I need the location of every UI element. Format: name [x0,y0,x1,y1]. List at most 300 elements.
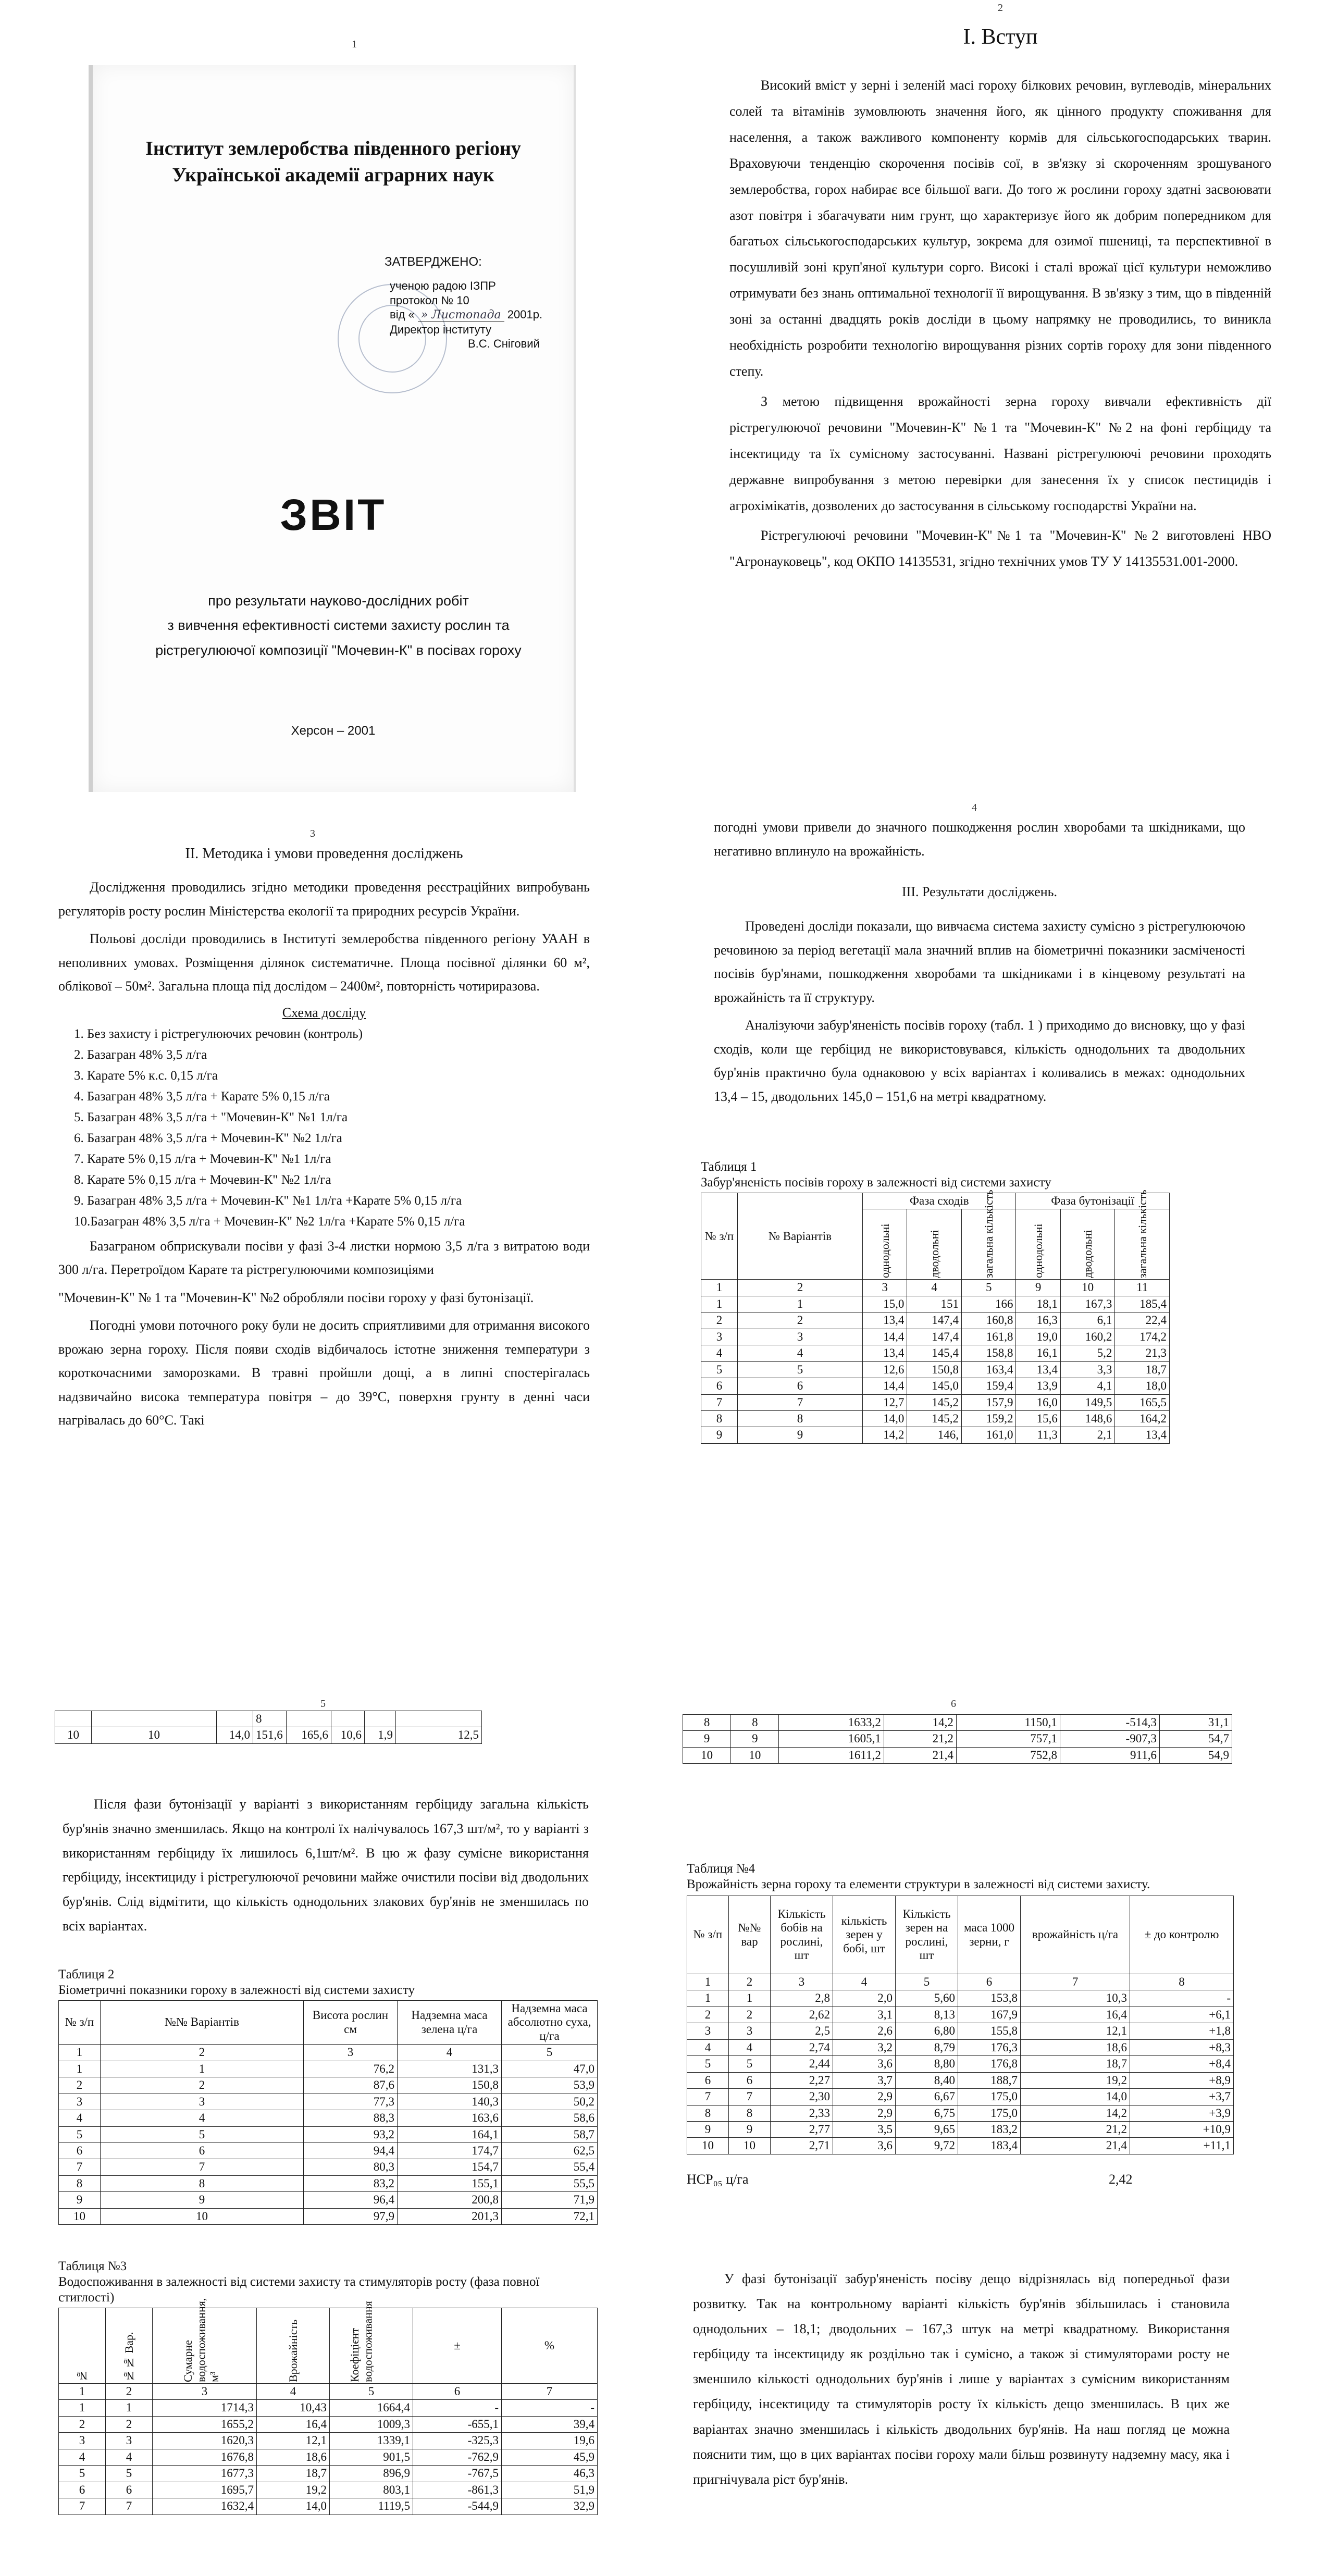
column-number-cell: 4 [907,1280,962,1296]
table-cell: 2,44 [771,2056,833,2072]
table-cell: 8,80 [896,2056,958,2072]
table4-title: Врожайність зерна гороху та елементи структури в залежності від системи захисту. [687,1877,1150,1891]
table-cell: 3,5 [833,2121,896,2137]
table-cell: 6 [687,2072,729,2088]
column-number-cell: 5 [961,1280,1016,1296]
table2-header: Висота рослин см [304,2001,398,2045]
table-cell: 19,2 [257,2482,330,2498]
table1-cont-cell: 10 [92,1727,217,1743]
table-cell: 8 [687,2105,729,2121]
table-cell: 9 [687,2121,729,2137]
table4-header: маса 1000 зерни, г [958,1896,1021,1974]
table-row [701,1361,1170,1378]
table-cell: 5 [106,2466,153,2482]
column-number-cell: 5 [502,2045,598,2061]
table-cell: 9 [729,2121,771,2137]
table2-block [58,1967,598,2264]
table-cell: 72,1 [502,2208,598,2224]
column-number-row [687,1974,1234,1990]
table-cell: 5 [687,2056,729,2072]
column-number-cell: 5 [896,1974,958,1990]
table-cell: 175,0 [958,2105,1021,2121]
table-cell: 153,8 [958,1990,1021,2007]
table-row [687,1990,1234,2007]
table-cell: 2,6 [833,2023,896,2039]
column-number-cell: 7 [1021,1974,1130,1990]
approved-label: ЗАТВЕРДЖЕНО: [385,255,482,269]
table-cell: 88,3 [304,2110,398,2126]
table-cell: 76,2 [304,2061,398,2077]
table-cell: 155,8 [958,2023,1021,2039]
table-cell: 174,7 [398,2142,502,2159]
table-cell: 21,2 [1021,2121,1130,2137]
table-cell: 2 [59,2077,101,2094]
table-cell: 10 [731,1747,779,1763]
table-cell: 1605,1 [779,1731,884,1747]
table-row [59,2208,598,2224]
table1-header-variant: № Варіантів [738,1193,863,1280]
table1-subheader: однодольні [878,1223,891,1279]
approval-year: 2001р. [507,308,543,321]
table-cell: 2 [687,2007,729,2023]
table-cell: 2,9 [833,2105,896,2121]
table1-cont-cell: 10,6 [331,1727,365,1743]
table-cell: 45,9 [502,2449,598,2465]
table3 [58,2298,598,2515]
table3-cont [683,1714,1232,1764]
table-cell: 1 [106,2400,153,2416]
column-number-cell: 4 [257,2384,330,2400]
table-cell: 55,5 [502,2175,598,2191]
table-cell: -767,5 [413,2466,502,2482]
table-cell: 1695,7 [153,2482,257,2498]
column-number-cell: 3 [863,1280,907,1296]
approval-block [390,279,542,351]
table-cell: 6 [59,2482,106,2498]
table-cell: 155,1 [398,2175,502,2191]
table3-header: Коефіцієнт водоспоживання [348,2301,374,2382]
table-cell: 6 [59,2142,101,2159]
table-row [59,2416,598,2432]
table-cell: 18,0 [1115,1378,1170,1394]
table-cell: 166 [961,1296,1016,1312]
table-cell: -514,3 [1060,1715,1159,1731]
table-cell: 1655,2 [153,2416,257,2432]
table-cell: 5,2 [1060,1345,1115,1361]
scheme-item: 4. Базагран 48% 3,5 л/га + Карате 5% 0,15 л/га [74,1089,330,1104]
after-budding-paragraph: Після фази бутонізації у варіанті з використанням гербіциду загальна кількість бур'янів значно зменшилась. Якщо на контролі їх налічувалось 167,3 шт/м², то у варіанті з використанням гербіциду їх лишилось 6,1шт/м². В цю ж фазу сумісне використання гербіциду, інсектициду і рістрегулюючої речовини майже очистили посіви від дводольних бур'янів. Слід відмітити, що кількість однодольних злакових бур'янів не зменшилась по всіх варіантах. [63,1797,589,1934]
table-cell: 3,2 [833,2039,896,2055]
table1-cont-cell: 1,9 [365,1727,396,1743]
table3-header: ± [413,2308,502,2384]
methods-heading: ІІ. Методика і умови проведення досліджень [185,846,463,862]
table-cell: 12,1 [257,2433,330,2449]
table1-cont-cell: 8 [253,1711,287,1727]
table-cell: 50,2 [502,2094,598,2110]
table-cell: 8,13 [896,2007,958,2023]
table-row [59,2061,598,2077]
table-row [701,1410,1170,1427]
table-row [687,2138,1234,2154]
table-cell: 12,7 [863,1394,907,1410]
intro-heading: І. Вступ [963,25,1038,49]
table2-header: № з/п [59,2001,101,2045]
table-cell: 15,0 [863,1296,907,1312]
scheme-item: 2. Базагран 48% 3,5 л/га [74,1047,207,1062]
table2-label: Таблиця 2 [58,1967,115,1981]
table-cell: -861,3 [413,2482,502,2498]
results-paragraph-2: Аналізуючи забур'яненість посівів гороху (табл. 1 ) приходимо до висновку, що у фазі сходів, коли ще гербіцид не використовувався, кількість однодольних та дводольних бур'янів практично була однаковою у всіх варіантах і коливались в межах: однодольних 13,4 – 15, дводольних 145,0 – 151,6 на метрі квадратному. [714,1018,1245,1104]
table-cell: 58,6 [502,2110,598,2126]
scheme-item: 9. Базагран 48% 3,5 л/га + Мочевин-К" №1 1л/га +Карате 5% 0,15 л/га [74,1193,462,1208]
results-continuation: погодні умови привели до значного пошкодження рослин хворобами та шкідниками, що негативно вплинуло на врожайність. [714,820,1245,859]
table-cell: 53,9 [502,2077,598,2094]
table-cell: 150,8 [907,1361,962,1378]
table-cell: 2,0 [833,1990,896,2007]
table-cell: 18,1 [1016,1296,1060,1312]
table1-cont-cell [396,1711,482,1727]
table-cell: 145,2 [907,1410,962,1427]
table-cell: 1009,3 [330,2416,413,2432]
column-number-cell: 10 [1060,1280,1115,1296]
table-cell: 4,1 [1060,1378,1115,1394]
table1-cont-cell [287,1711,331,1727]
table-row [687,2023,1234,2039]
table-cell: 62,5 [502,2142,598,2159]
table3-header: Сумарне водоспоживання, м³ [181,2298,221,2382]
table-cell: 93,2 [304,2126,398,2142]
table-cell: 163,4 [961,1361,1016,1378]
table-cell: 9 [59,2192,101,2208]
table-cell: 7 [106,2498,153,2515]
table-cell: 3,1 [833,2007,896,2023]
table1-subheader: дводольні [927,1230,941,1279]
column-number-cell: 2 [729,1974,771,1990]
table-cell: 97,9 [304,2208,398,2224]
table-cell: 1664,4 [330,2400,413,2416]
table4-header: ± до контролю [1130,1896,1234,1974]
table-cell: 7 [59,2159,101,2175]
table-row [59,2482,598,2498]
table-cell: 164,1 [398,2126,502,2142]
table-cell: 1714,3 [153,2400,257,2416]
table-cell: 5,60 [896,1990,958,2007]
approval-date-prefix: від « [390,308,415,321]
column-number-cell: 3 [771,1974,833,1990]
table-cell: 13,9 [1016,1378,1060,1394]
table-cell: 10 [683,1747,731,1763]
table-cell: 15,6 [1016,1410,1060,1427]
table3-body [59,2384,598,2515]
report-title: ЗВІТ [280,490,387,539]
table-cell: 1 [59,2061,101,2077]
table-row [701,1394,1170,1410]
table3-header: №№ Вар. [122,2332,135,2382]
table-row [683,1731,1232,1747]
methods-paragraph-3: Базаграном обприскували посіви у фазі 3-4 листки нормою 3,5 л/га з витратою води 300 л/га. Перетроїдом Карате та рістрегулюючими композиціями [58,1238,590,1277]
table-cell: 46,3 [502,2466,598,2482]
table-row [701,1312,1170,1329]
scheme-item: 8. Карате 5% 0,15 л/га + Мочевин-К" №2 1л/га [74,1172,331,1187]
table1-cont-cell [92,1711,217,1727]
column-number-cell: 5 [330,2384,413,2400]
intro-paragraph-3: Рістрегулюючі речовини "Мочевин-К"№1 та "Мочевин-К" №2 виготовлені НВО "Агронауковець", код ОКПО 14135531, згідно технічних умов ТУ У 14135531.001-2000. [729,528,1271,569]
institute-name-line1: Інститут землеробства південного регіону [145,138,521,159]
table4-label: Таблиця №4 [687,1862,755,1876]
table-cell: 159,4 [961,1378,1016,1394]
table-cell: 1119,5 [330,2498,413,2515]
table1-block [701,1159,1170,1592]
table1-header-phase2: Фаза бутонізації [1016,1193,1170,1209]
table-cell: 1677,3 [153,2466,257,2482]
table-cell: 21,4 [884,1747,956,1763]
table-cell: 176,3 [958,2039,1021,2055]
table-row [59,2126,598,2142]
table-cell: +10,9 [1130,2121,1234,2137]
table-cell: 9 [738,1427,863,1443]
results-paragraph-1: Проведені досліди показали, що вивчаєма система захисту сумісно з рістрегулюючою речовиною за період вегетації мала значний вплив на біометричні показники засміченості посівів бур'янами, пошкодження хворобами та шкідниками і в кінцевому результаті на врожайність та її структуру. [714,919,1245,1005]
table-cell: 58,7 [502,2126,598,2142]
table-cell: 1150,1 [956,1715,1060,1731]
table1-subheader: загальна кількість [1135,1190,1149,1279]
table-cell: 188,7 [958,2072,1021,2088]
table-cell: 16,1 [1016,1345,1060,1361]
table-cell: 3 [687,2023,729,2039]
table-cell: 32,9 [502,2498,598,2515]
table4-header: № з/п [687,1896,729,1974]
table-cell: 167,3 [1060,1296,1115,1312]
report-subtitle-line2: з вивчення ефективності системи захисту рослин та [167,617,510,634]
table-cell: 4 [101,2110,304,2126]
table-cell: 911,6 [1060,1747,1159,1763]
table-row [687,2056,1234,2072]
table-cell: 39,4 [502,2416,598,2432]
table-cell: 54,9 [1159,1747,1232,1763]
table-cell: 1 [687,1990,729,2007]
table-row [683,1715,1232,1731]
table-cell: 7 [687,2089,729,2105]
table-cell: 8 [59,2175,101,2191]
table-cell: +3,9 [1130,2105,1234,2121]
table3-continuation [683,1714,1232,1777]
table-row [59,2110,598,2126]
table-cell: 47,0 [502,2061,598,2077]
table-cell: 4 [701,1345,738,1361]
lsd-value: 2,42 [1109,2171,1133,2187]
table-cell: 13,4 [1016,1361,1060,1378]
table-cell: 147,4 [907,1329,962,1345]
table-cell: +6,1 [1130,2007,1234,2023]
table-cell: 160,2 [1060,1329,1115,1345]
table-cell: 16,4 [257,2416,330,2432]
table-cell: 3 [101,2094,304,2110]
table-cell: 5 [738,1361,863,1378]
table-cell: 131,3 [398,2061,502,2077]
table-cell: 16,0 [1016,1394,1060,1410]
table-cell: 1 [59,2400,106,2416]
column-number-cell: 1 [59,2045,101,2061]
intro-section [729,21,1271,698]
table-cell: 9,72 [896,2138,958,2154]
table-cell: 4 [738,1345,863,1361]
table1-subheader: дводольні [1081,1230,1094,1279]
table-cell: 12,6 [863,1361,907,1378]
table-cell: 803,1 [330,2482,413,2498]
table-cell: 21,3 [1115,1345,1170,1361]
table-cell: 1 [729,1990,771,2007]
table-cell: 80,3 [304,2159,398,2175]
column-number-cell: 4 [833,1974,896,1990]
table-row [59,2159,598,2175]
table-cell: 165,5 [1115,1394,1170,1410]
scheme-title: Схема досліду [282,1005,366,1020]
table-cell: 3 [59,2433,106,2449]
table-cell: 2,71 [771,2138,833,2154]
table-cell: 3,6 [833,2056,896,2072]
table-cell: 1676,8 [153,2449,257,2465]
table-cell: 2,5 [771,2023,833,2039]
methods-paragraph-4: "Мочевин-К" № 1 та "Мочевин-К" №2 обробляли посіви гороху у фазі бутонізації. [58,1290,534,1305]
report-subtitle-line3: рістрегулюючої композиції "Мочевин-К" в посівах гороху [155,642,522,658]
table-cell: 19,2 [1021,2072,1130,2088]
table-cell: 159,2 [961,1410,1016,1427]
table-cell: 201,3 [398,2208,502,2224]
table-cell: 7 [101,2159,304,2175]
table-cell: +8,4 [1130,2056,1234,2072]
table-cell: 901,5 [330,2449,413,2465]
table-cell: 163,6 [398,2110,502,2126]
table1-continuation [55,1711,482,1752]
table-cell: 14,2 [863,1427,907,1443]
table-cell: 22,4 [1115,1312,1170,1329]
table-row [59,2400,598,2416]
table-row [687,2105,1234,2121]
intro-paragraph-2: З метою підвищення врожайності зерна гороху вивчали ефективність дії рістрегулюючої речовини "Мочевин-К" №1 та "Мочевин-К" №2 на фоні гербіциду та інсектициду та їх сумісному застосуванні. Названі рістрегулюючі речовини проходять державне випробування з метою перевірки для занесення їх у список пестицидів і агрохімікатів, дозволених до застосування в сільському господарстві України на. [729,393,1271,513]
column-number-cell: 7 [502,2384,598,2400]
column-number-cell: 2 [106,2384,153,2400]
table1-header-num: № з/п [701,1193,738,1280]
table-cell: 160,8 [961,1312,1016,1329]
table-cell: 7 [738,1394,863,1410]
table4-body [687,1974,1234,2154]
table-cell: -325,3 [413,2433,502,2449]
table-cell: 10 [101,2208,304,2224]
table4-header: Кількість бобів на рослині, шт [771,1896,833,1974]
table-cell: 4 [106,2449,153,2465]
budding-phase-text [693,2267,1230,2558]
table-cell: 140,3 [398,2094,502,2110]
table-cell: 6 [106,2482,153,2498]
table-cell: 1620,3 [153,2433,257,2449]
table-row [701,1329,1170,1345]
report-subtitle [124,589,553,663]
table-row [687,2089,1234,2105]
table-cell: 10 [729,2138,771,2154]
table-cell: -907,3 [1060,1731,1159,1747]
table-cell: 161,8 [961,1329,1016,1345]
table-cell: 158,8 [961,1345,1016,1361]
table-cell: 3,7 [833,2072,896,2088]
table1-cont-cell: 10 [55,1727,92,1743]
table-cell: 3 [738,1329,863,1345]
table-cell: 183,2 [958,2121,1021,2137]
column-number-cell: 1 [59,2384,106,2400]
table-cell: 1611,2 [779,1747,884,1763]
table-cell: 6 [729,2072,771,2088]
table-cell: 752,8 [956,1747,1060,1763]
column-number-cell: 6 [413,2384,502,2400]
table1-cont-cell [365,1711,396,1727]
table2-title: Біометричні показники гороху в залежності від системи захисту [58,1983,415,1997]
results-heading: ІІІ. Результати досліджень. [902,884,1057,899]
table-cell: 10,43 [257,2400,330,2416]
column-number-cell: 1 [701,1280,738,1296]
table-row [687,2007,1234,2023]
table-cell: 18,7 [257,2466,330,2482]
scheme-item: 10.Базагран 48% 3,5 л/га + Мочевин-К" №2 1л/га +Карате 5% 0,15 л/га [74,1214,465,1229]
table-cell: 146, [907,1427,962,1443]
page-number-2: 2 [998,2,1003,14]
table-cell: 12,1 [1021,2023,1130,2039]
table-row [701,1345,1170,1361]
table-cell: 14,4 [863,1378,907,1394]
approval-council: ученою радою ІЗПР [390,279,496,292]
table-cell: 18,7 [1021,2056,1130,2072]
table-cell: 3 [59,2094,101,2110]
table-cell: 4 [59,2110,101,2126]
table-cell: +8,3 [1130,2039,1234,2055]
table-cell: 757,1 [956,1731,1060,1747]
intro-paragraph-1: Високий вміст у зерні і зеленій масі гороху білкових речовин, вуглеводів, мінеральних солей та вітамінів зумовлюють значення його, як цінного продукту споживання для населення, а також важливого компоненту кормів для сільськогосподарських тварин. Враховуючи тенденцію скорочення посівів сої, в зв'язку зі скороченням зрошуваного землеробства, горох набирає все більшої ваги. До того ж рослини гороху здатні засвоювати азот повітря і збагачувати ним грунт, що характеризує його як добрим попередником для багатьох сільськогосподарських культур, зокрема для озимої пшениці, та перспективної в посушливій зоні круп'яної культури сорго. Високі і сталі врожаї цієї культури неможливо отримувати без знань оптимальної технології її вирощування. В зв'язку з тим, що в південній зоні за останні двадцять років досліди в цьому напрямку не проводились, то виникла необхідність розробити технологію вирощування різних сортів гороху для зони південного степу. [729,78,1271,379]
table-cell: 5 [101,2126,304,2142]
table-cell: 21,2 [884,1731,956,1747]
table-cell: 7 [59,2498,106,2515]
scheme-list [58,1024,590,1232]
table1-cont-cell: 165,6 [287,1727,331,1743]
table-cell: 77,3 [304,2094,398,2110]
table-cell: 4 [59,2449,106,2465]
table3-header: % [502,2308,598,2384]
table-cell: 2,1 [1060,1427,1115,1443]
budding-phase-paragraph: У фазі бутонізації забур'яненість посіву дещо відрізнялась від попередньої фази розвитку. Так на контрольному варіанті кількість бур'янів збільшилась і становила однодольних – 18,1; дводольних – 167,3 штук на метрі квадратному. Використання гербіциду та інсектициду як роздільно так і сумісно, а також зі стимуляторами росту не зменшило кількості однодольних бур'янів і лише у варіантах з сумісним використанням гербіциду, інсектициду та стимуляторів росту їх кількість дещо зменшилась. В цих же варіантах значно зменшилась і кількість дводольних бур'янів. На наш погляд це можна пояснити тим, що в цих варіантах посіви гороху мали більш розвинуту надземну масу, яка і пригнічувала ріст бур'янів. [693,2271,1230,2487]
table-cell: 94,4 [304,2142,398,2159]
table1-cont-cell [331,1711,365,1727]
table-cell: 11,3 [1016,1427,1060,1443]
table-row [59,2142,598,2159]
table-cell: 175,0 [958,2089,1021,2105]
lsd-row [687,2169,1234,2188]
table4-header: кількість зерен у бобі, шт [833,1896,896,1974]
table-cell: 14,0 [257,2498,330,2515]
column-number-cell: 2 [101,2045,304,2061]
table-cell: 150,8 [398,2077,502,2094]
table-row [683,1747,1232,1763]
table-cell: 2,62 [771,2007,833,2023]
table2 [58,2000,598,2225]
table-cell: 8,79 [896,2039,958,2055]
table-cell: 87,6 [304,2077,398,2094]
table-cell: 1339,1 [330,2433,413,2449]
table-cell: 6 [701,1378,738,1394]
page-number-3: 3 [310,828,315,839]
table-cell: 13,4 [863,1312,907,1329]
table-cell: 14,2 [1021,2105,1130,2121]
table-cell: 8 [101,2175,304,2191]
table-cell: +11,1 [1130,2138,1234,2154]
table-cell: 3,3 [1060,1361,1115,1378]
table-cell: 9,65 [896,2121,958,2137]
table-cell: 1633,2 [779,1715,884,1731]
